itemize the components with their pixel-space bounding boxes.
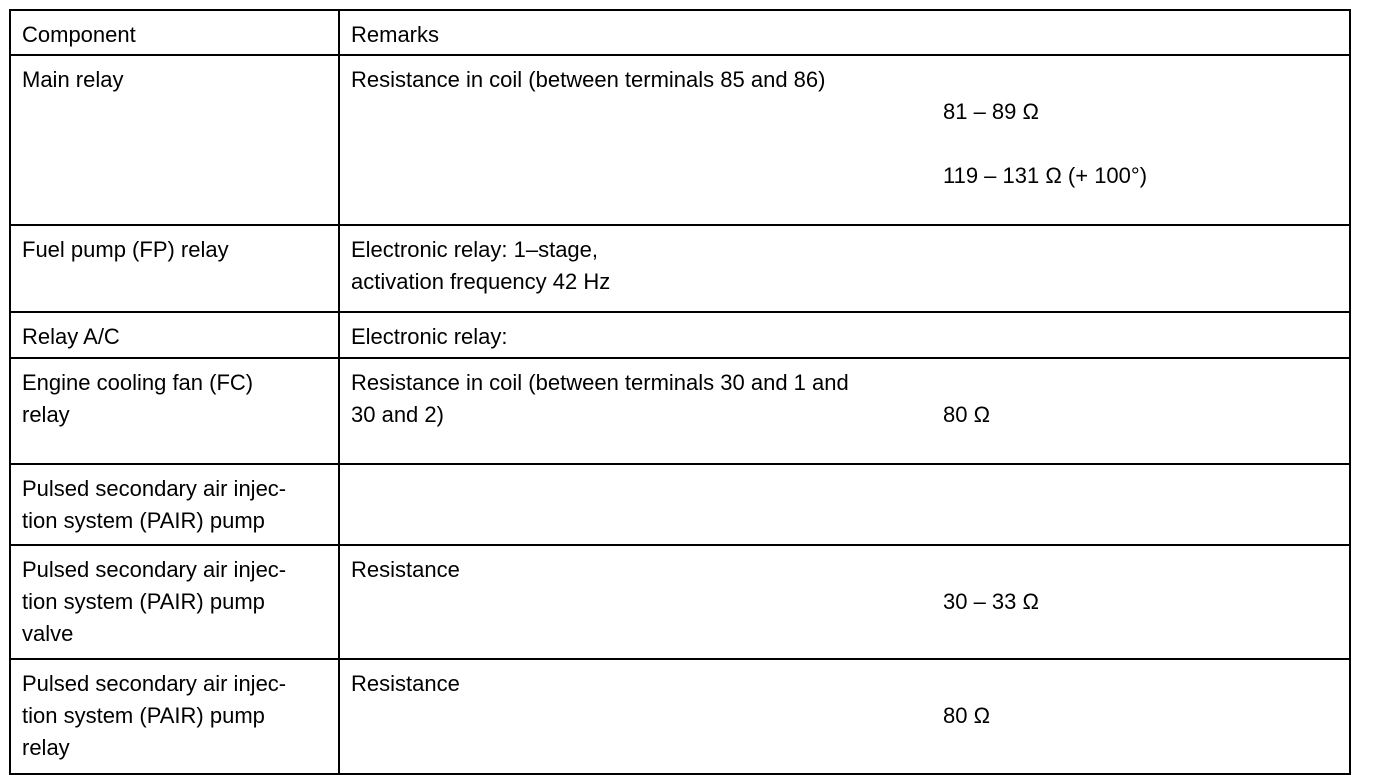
remark-value [943, 554, 1339, 650]
component-spec-table [9, 9, 1351, 775]
remarks-cell [339, 55, 1350, 225]
remarks-cell [339, 225, 1350, 312]
component-line: tion system (PAIR) pump [22, 703, 265, 728]
remark-value [943, 668, 1339, 764]
component-line: relay [22, 402, 70, 427]
header-remarks: Remarks [339, 10, 1350, 55]
component-cell [10, 464, 339, 545]
component-line: Pulsed secondary air injec- [22, 671, 287, 696]
value-line: 80 Ω [943, 703, 991, 728]
remarks-cell [339, 545, 1350, 659]
value-line: 30 – 33 Ω [943, 589, 1039, 614]
table-row [10, 545, 1350, 659]
table-row [10, 464, 1350, 545]
remark-line: Resistance in coil (between terminals 30 and 1 and [351, 370, 849, 395]
table-row [10, 225, 1350, 312]
remark-line: Electronic relay: 1–stage, [351, 237, 599, 262]
table-row [10, 659, 1350, 774]
table-row [10, 312, 1350, 358]
component-line: tion system (PAIR) pump [22, 508, 265, 533]
remark-text: Resistance [351, 557, 460, 582]
component-line: tion system (PAIR) pump [22, 589, 265, 614]
component-cell: Relay A/C [10, 312, 339, 358]
remarks-cell: Electronic relay: [339, 312, 1350, 358]
remark-value [943, 64, 1339, 224]
value-line: 81 – 89 Ω [943, 99, 1039, 124]
component-line: valve [22, 621, 74, 646]
header-component: Component [10, 10, 339, 55]
remark-text: Resistance [351, 671, 460, 696]
component-line: Engine cooling fan (FC) [22, 370, 254, 395]
remarks-cell [339, 358, 1350, 464]
component-cell: Main relay [10, 55, 339, 225]
component-cell [10, 659, 339, 774]
remarks-cell [339, 464, 1350, 545]
value-line: 119 – 131 Ω (+ 100°) [943, 163, 1148, 188]
table-row [10, 55, 1350, 225]
component-cell [10, 545, 339, 659]
component-cell [10, 358, 339, 464]
remark-line: activation frequency 42 Hz [351, 269, 611, 294]
remark-text [351, 367, 943, 431]
value-line: 80 Ω [943, 402, 991, 427]
table-header-row [10, 10, 1350, 55]
remark-value [943, 367, 1339, 463]
component-cell: Fuel pump (FP) relay [10, 225, 339, 312]
table-row [10, 358, 1350, 464]
component-line: relay [22, 735, 70, 760]
component-line: Pulsed secondary air injec- [22, 557, 287, 582]
component-line: Pulsed secondary air injec- [22, 476, 287, 501]
remark-line: 30 and 2) [351, 402, 444, 427]
remarks-cell [339, 659, 1350, 774]
remark-text: Resistance in coil (between terminals 85 and 86) [351, 67, 826, 92]
